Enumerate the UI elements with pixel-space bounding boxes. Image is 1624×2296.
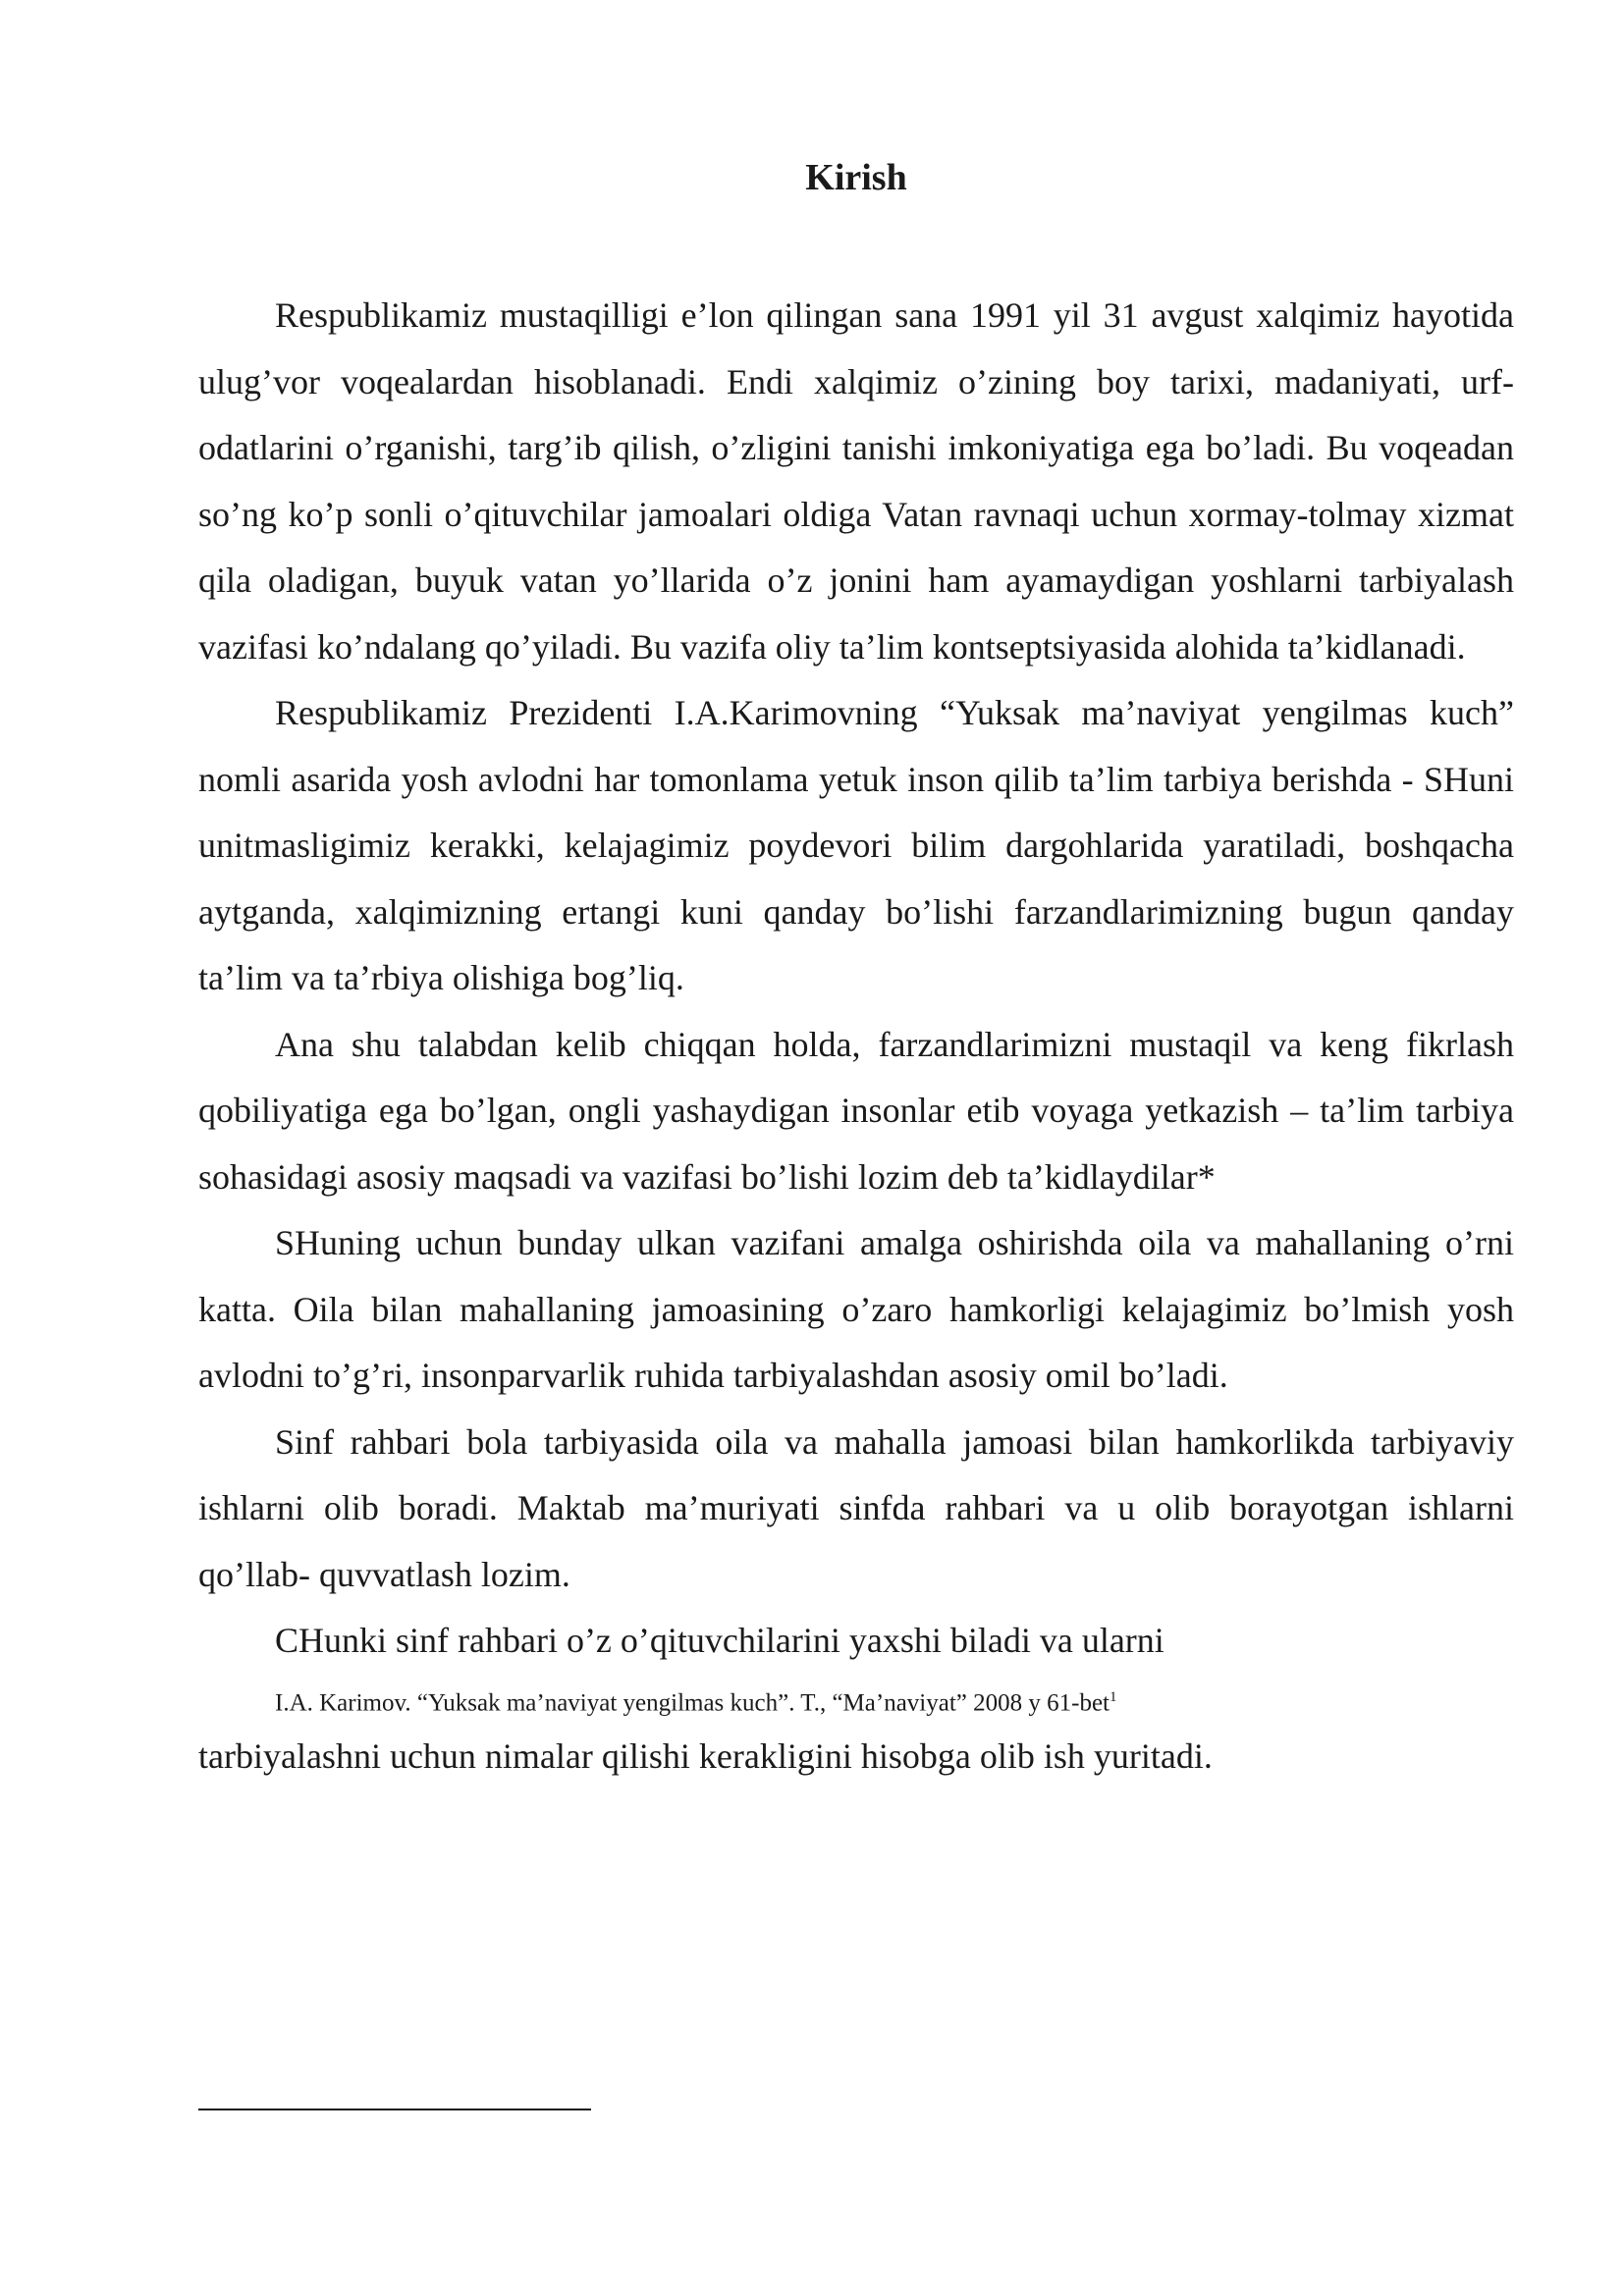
paragraph-2: Respublikamiz Prezidenti I.A.Karimovning “Yuksak ma’naviyat yengilmas kuch” nomli asarida yosh avlodni har tomonlama yetuk inson qilib ta’lim tarbiya berishda - SHuni unitmasligimiz kerakki, kelajagimiz poydevori bilim dargohlarida yaratiladi, boshqacha aytganda, xalqimizning ertangi kuni qanday bo’lishi farzandlarimizning bugun qanday ta’lim va ta’rbiya olishiga bog’liq. xyxy=(198,693,1514,997)
paragraph-4: SHuning uchun bunday ulkan vazifani amalga oshirishda oila va mahallaning o’rni katta. Oila bilan mahallaning jamoasining o’zaro hamkorligi kelajagimiz bo’lmish yosh avlodni to’g’ri, insonparvarlik ruhida tarbiyalashdan asosiy omil bo’ladi. xyxy=(198,1223,1514,1395)
footnote-mark: 1 xyxy=(1110,1688,1117,1705)
footnote-separator xyxy=(198,2109,591,2110)
paragraph-6: CHunki sinf rahbari o’z o’qituvchilarini yaxshi biladi va ularni xyxy=(275,1621,1164,1660)
paragraph-3: Ana shu talabdan kelib chiqqan holda, farzandlarimizni mustaqil va keng fikrlash qobiliyatiga ega bo’lgan, ongli yashaydigan insonlar etib voyaga yetkazish – ta’lim tarbiya sohasidagi asosiy maqsadi va vazifasi bo’lishi lozim deb ta’kidlaydilar* xyxy=(198,1024,1514,1197)
paragraph-5: Sinf rahbari bola tarbiyasida oila va mahalla jamoasi bilan hamkorlikda tarbiyaviy ishlarni olib boradi. Maktab ma’muriyati sinfda rahbari va u olib borayotgan ishlarni qo’llab- quvvatlash lozim. xyxy=(198,1421,1514,1594)
footnote-text: I.A. Karimov. “Yuksak ma’naviyat yengilmas kuch”. T., “Ma’naviyat” 2008 y 61-bet xyxy=(275,1688,1110,1716)
paragraph-1: Respublikamiz mustaqilligi e’lon qilingan sana 1991 yil 31 avgust xalqimiz hayotida ulug’vor voqealardan hisoblanadi. Endi xalqimiz o’zining boy tarixi, madaniyati, urf-odatlarini o’rganishi, targ’ib qilish, o’zligini tanishi imkoniyatiga ega bo’ladi. Bu voqeadan so’ng ko’p sonli o’qituvchilar jamoalari oldiga Vatan ravnaqi uchun xormay-tolmay xizmat qila oladigan, buyuk vatan yo’llarida o’z jonini ham ayamaydigan yoshlarni tarbiyalash vazifasi ko’ndalang qo’yiladi. Bu vazifa oliy ta’lim kontseptsiyasida alohida ta’kidlanadi. xyxy=(198,295,1514,667)
document-body xyxy=(198,283,1514,1789)
page-title: Kirish xyxy=(805,157,907,198)
paragraph-continuation: tarbiyalashni uchun nimalar qilishi kerakligini hisobga olib ish yuritadi. xyxy=(198,1735,1213,1776)
footnote-citation xyxy=(198,1675,1514,1724)
